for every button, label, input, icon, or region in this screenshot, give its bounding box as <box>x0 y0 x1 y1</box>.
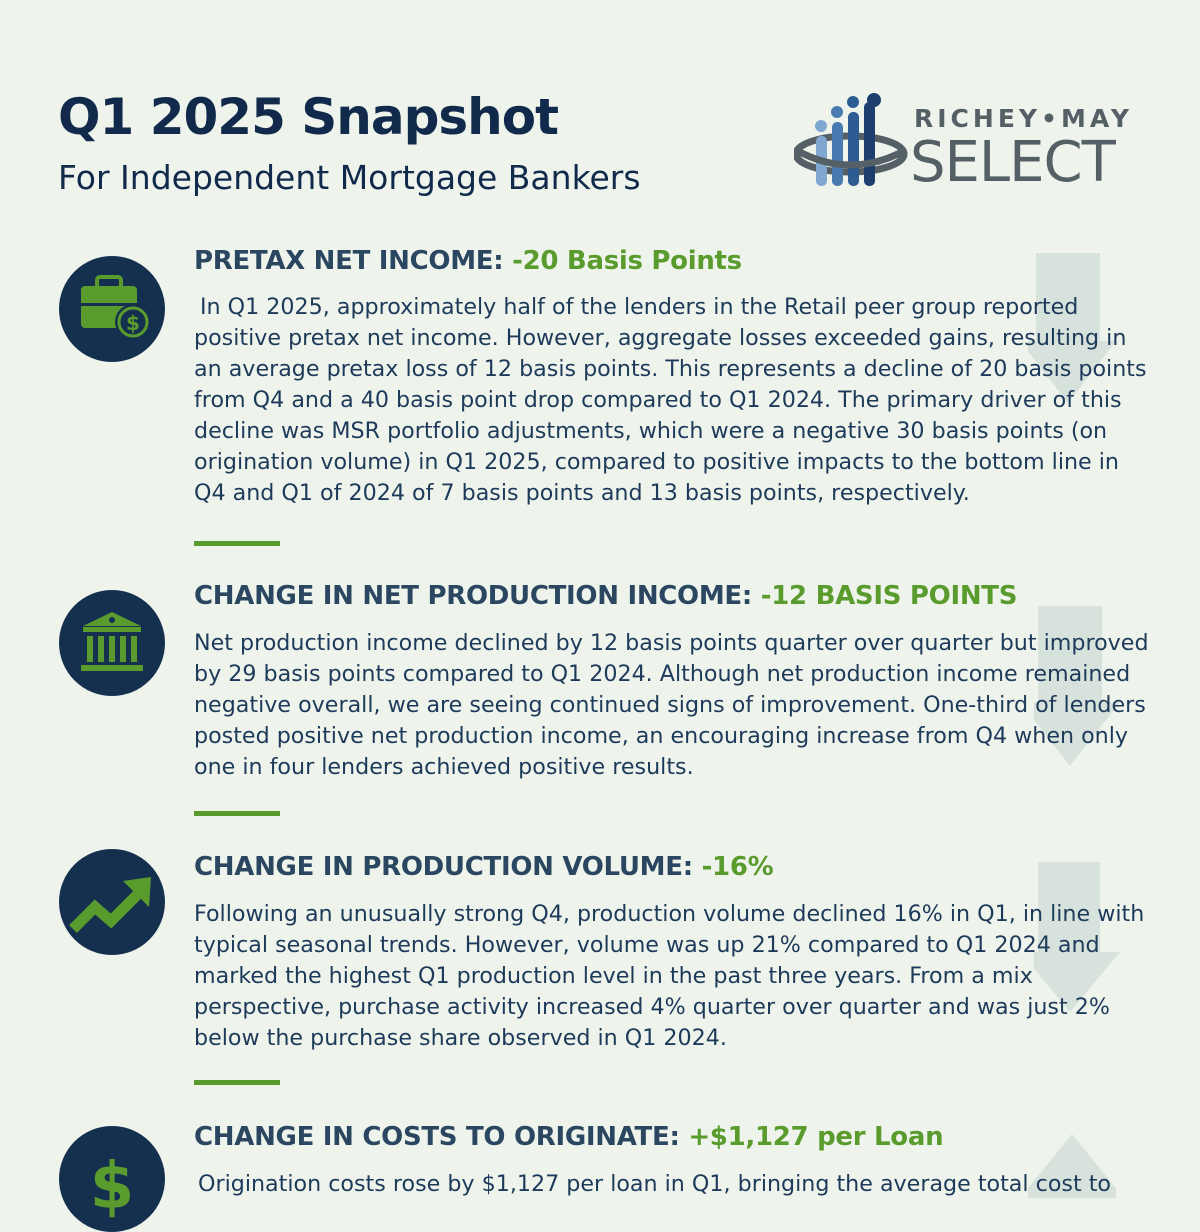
logo-bars-icon <box>794 92 914 196</box>
section-body: Following an unusually strong Q4, production volume declined 16% in Q1, in line with typical seasonal trends. However, volume was up 21% compared to Q1 2024 and marked the highest Q1 production level in the past three years. From a mix perspective, purchase activity increased 4% quarter over quarter and was just 2% below the purchase share observed in Q1 2024. <box>194 901 1145 1051</box>
section-heading <box>194 581 1017 611</box>
heading-value: -12 BASIS POINTS <box>760 581 1018 611</box>
divider <box>194 811 280 816</box>
divider <box>194 1080 280 1085</box>
heading-label: CHANGE IN NET PRODUCTION INCOME: <box>194 581 752 611</box>
heading-value: -16% <box>701 852 774 882</box>
logo-name: RICHEY•MAY <box>914 104 1133 133</box>
heading-label: CHANGE IN COSTS TO ORIGINATE: <box>194 1122 680 1152</box>
svg-text:$: $ <box>89 1150 135 1224</box>
section-body: In Q1 2025, approximately half of the lenders in the Retail peer group reported positive pretax net income. However, aggregate losses exceeded gains, resulting in an average pretax loss of 12 basis points. This represents a decline of 20 basis points from Q4 and a 40 basis point drop compared to Q1 2024. The primary driver of this decline was MSR portfolio adjustments, which were a negative 30 basis points (on origination volume) in Q1 2025, compared to positive impacts to the bottom line in Q4 and Q1 of 2024 of 7 basis points and 13 basis points, respectively. <box>194 294 1147 506</box>
heading-label: CHANGE IN PRODUCTION VOLUME: <box>194 852 693 882</box>
section-heading <box>194 1122 943 1152</box>
heading-value: -20 Basis Points <box>512 246 742 276</box>
section-heading <box>194 246 742 276</box>
section-heading <box>194 852 773 882</box>
dollar-sign-icon <box>59 1126 165 1232</box>
section-body: Net production income declined by 12 basis points quarter over quarter but improved by 29 basis points compared to Q1 2024. Although net production income remained negative overall, we are seeing continued signs of improvement. One-third of lenders posted positive net production income, an encouraging increase from Q4 when only one in four lenders achieved positive results. <box>194 630 1149 780</box>
trend-up-icon <box>59 849 165 955</box>
briefcase-dollar-icon <box>59 256 165 362</box>
divider <box>194 541 280 546</box>
page-title: Q1 2025 Snapshot <box>58 88 559 146</box>
heading-value: +$1,127 per Loan <box>688 1122 944 1152</box>
svg-text:$: $ <box>126 311 140 335</box>
bank-building-icon <box>59 590 165 696</box>
logo-select: SELECT <box>910 130 1115 195</box>
section-body: Origination costs rose by $1,127 per loan in Q1, bringing the average total cost to <box>198 1171 1111 1197</box>
heading-label: PRETAX NET INCOME: <box>194 246 504 276</box>
richey-may-logo <box>794 92 1144 196</box>
page-subtitle: For Independent Mortgage Bankers <box>58 158 641 197</box>
